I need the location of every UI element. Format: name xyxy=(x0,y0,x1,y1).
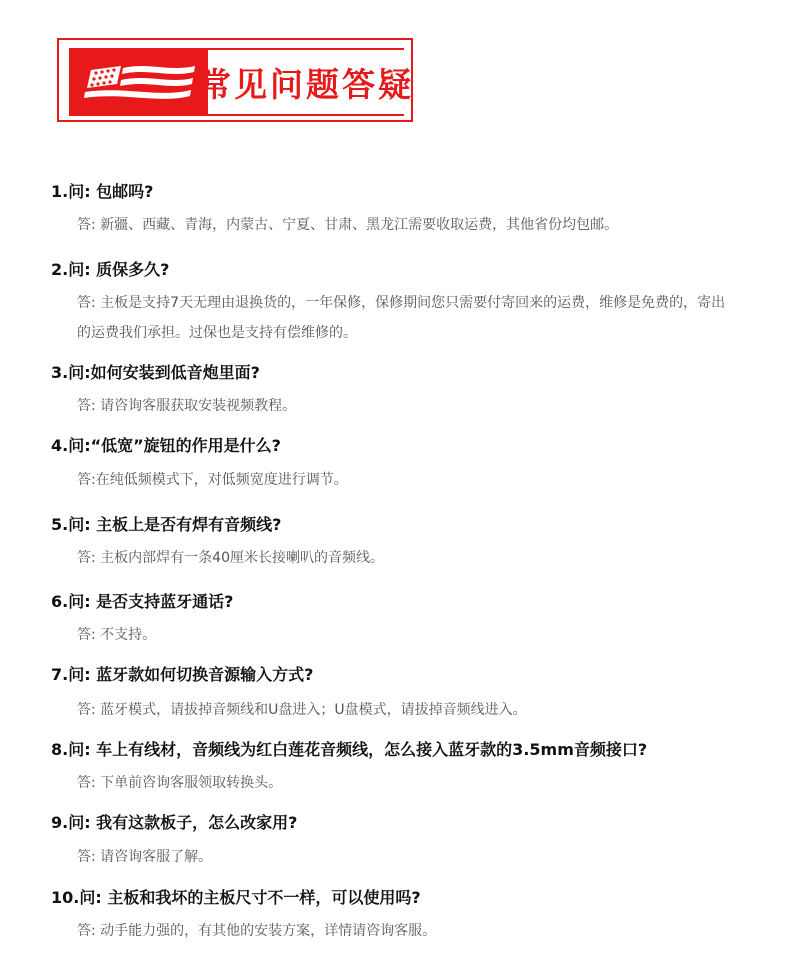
faq-question-4: 4.问:“低宽”旋钮的作用是什么? xyxy=(51,436,281,455)
faq-answer-7: 答: 蓝牙模式，请拔掉音频线和U盘进入；U盘模式，请拔掉音频线进入。 xyxy=(77,702,527,718)
faq-question-1: 1.问: 包邮吗? xyxy=(51,182,154,201)
faq-question-5: 5.问: 主板上是否有焊有音频线? xyxy=(51,515,282,534)
title-box xyxy=(198,48,414,116)
faq-question-2: 2.问: 质保多久? xyxy=(51,260,170,279)
faq-header xyxy=(57,38,413,122)
faq-answer-10: 答: 动手能力强的，有其他的安装方案，详情请咨询客服。 xyxy=(77,923,437,939)
faq-question-9: 9.问: 我有这款板子，怎么改家用? xyxy=(51,813,298,832)
faq-answer-9: 答: 请咨询客服了解。 xyxy=(77,849,213,865)
faq-answer-2: 答: 主板是支持7天无理由退换货的，一年保修，保修期间您只需要付寄回来的运费，维修是免费的，寄出的运费我们承担。过保也是支持有偿维修的。 xyxy=(77,295,726,341)
faq-answer-1: 答: 新疆、西藏、青海，内蒙古、宁夏、甘肃、黑龙江需要收取运费，其他省份均包邮。 xyxy=(77,217,619,233)
faq-answer-6: 答: 不支持。 xyxy=(77,627,157,643)
logo xyxy=(69,48,208,116)
faq-answer-8: 答: 下单前咨询客服领取转换头。 xyxy=(77,775,283,791)
faq-answer-3: 答: 请咨询客服获取安装视频教程。 xyxy=(77,398,297,414)
striped-flag-logo-icon xyxy=(69,48,208,116)
faq-question-6: 6.问: 是否支持蓝牙通话? xyxy=(51,592,234,611)
faq-answer-4: 答:在纯低频模式下，对低频宽度进行调节。 xyxy=(77,472,348,488)
page-title: 常见问题答疑 xyxy=(198,64,414,104)
faq-question-8: 8.问: 车上有线材，音频线为红白莲花音频线，怎么接入蓝牙款的3.5mm音频接口? xyxy=(51,740,648,759)
faq-answer-5: 答: 主板内部焊有一条40厘米长接喇叭的音频线。 xyxy=(77,550,384,566)
faq-question-7: 7.问: 蓝牙款如何切换音源输入方式? xyxy=(51,665,314,684)
faq-question-3: 3.问:如何安装到低音炮里面? xyxy=(51,363,260,382)
faq-question-10: 10.问: 主板和我坏的主板尺寸不一样，可以使用吗? xyxy=(51,888,421,907)
